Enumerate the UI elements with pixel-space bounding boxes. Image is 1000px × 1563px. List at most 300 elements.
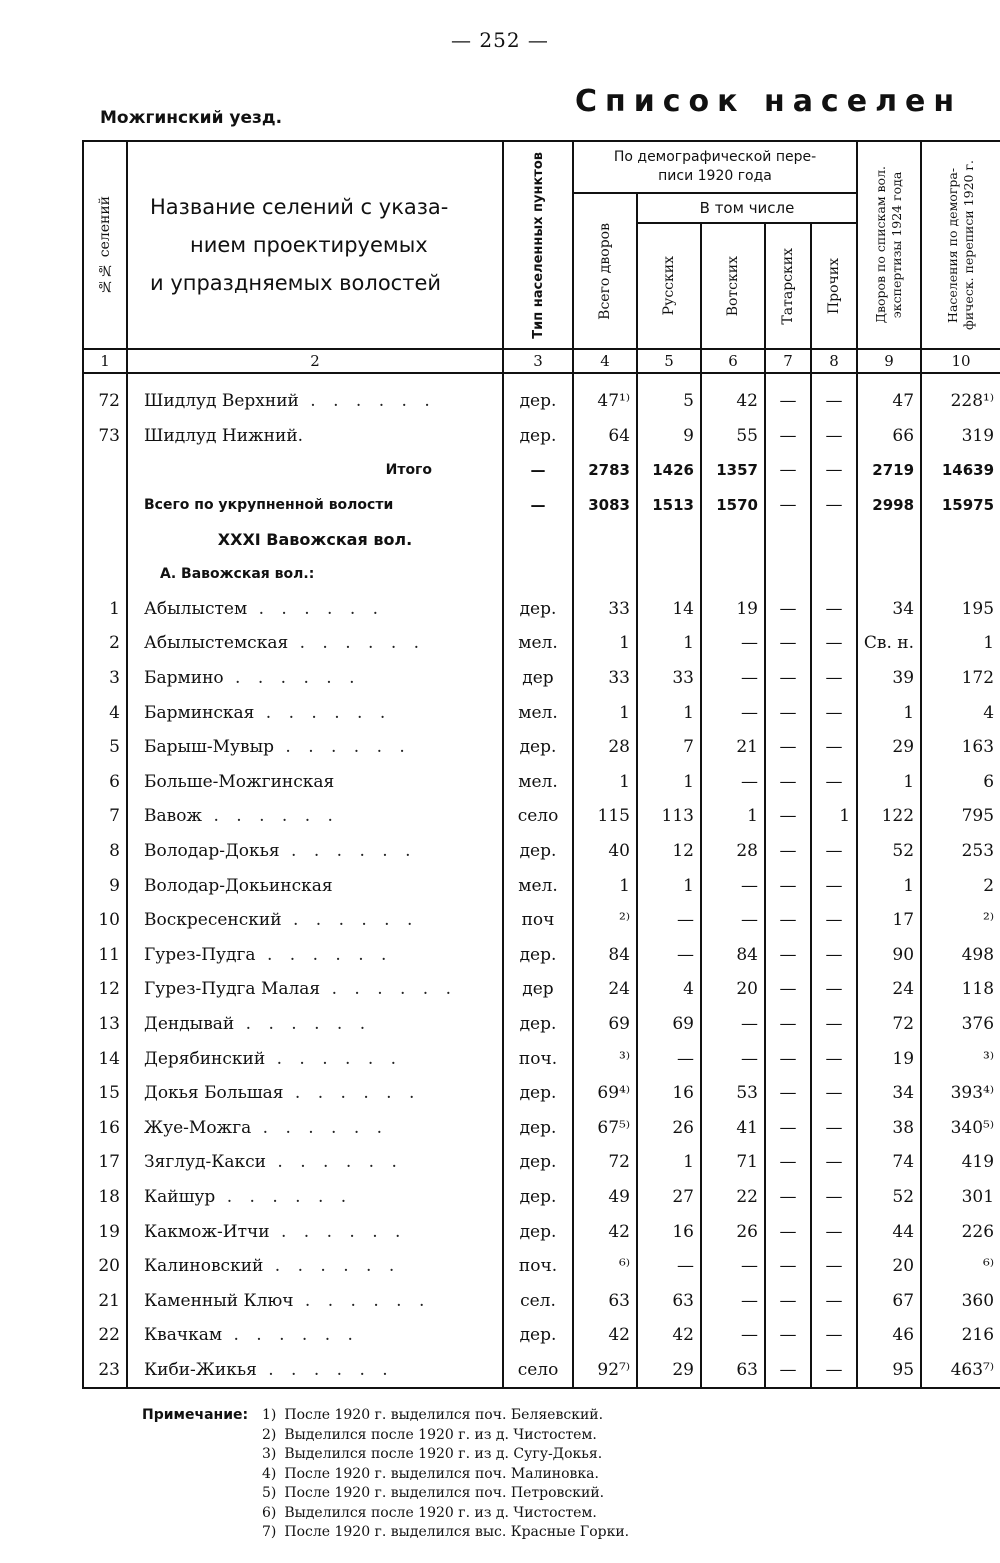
cell-c9: 44 <box>857 1214 921 1249</box>
settlement-name: Каменный Ключ . . . . . . <box>127 1283 503 1318</box>
cell-c5: 4 <box>637 972 701 1007</box>
cell-c5 <box>637 522 701 557</box>
cell-c9: 46 <box>857 1318 921 1353</box>
footnote-mark: 1) <box>262 1407 277 1423</box>
cell-c4: 69⁴⁾ <box>573 1076 637 1111</box>
footnote-label <box>142 1504 262 1524</box>
footnote-mark: 6) <box>262 1504 277 1521</box>
cell-c8: — <box>811 384 857 419</box>
settlement-type: дер. <box>503 1318 573 1353</box>
row-number: 16 <box>83 1110 127 1145</box>
cell-c8: — <box>811 1214 857 1249</box>
settlement-type: дер. <box>503 419 573 454</box>
leader-dots: . . . . . . <box>202 806 339 827</box>
cell-c5: 14 <box>637 592 701 627</box>
settlement-type: сел. <box>503 1283 573 1318</box>
header-col9: Дворов по спискам вол. экспертизы 1924 года <box>857 141 921 349</box>
table-row <box>83 557 1000 592</box>
cell-c5: 1 <box>637 626 701 661</box>
footnote-text: Выделился после 1920 г. из д. Чистостем. <box>284 1426 597 1443</box>
leader-dots: . . . . . . <box>222 1325 359 1346</box>
cell-c10: 216 <box>921 1318 1000 1353</box>
settlement-type: село <box>503 799 573 834</box>
table-row <box>83 1249 1000 1284</box>
settlement-name: Гурез-Пудга Малая . . . . . . <box>127 972 503 1007</box>
row-number: 2 <box>83 626 127 661</box>
cell-c8: — <box>811 730 857 765</box>
leader-dots: . . . . . . <box>293 1290 431 1311</box>
settlement-type: дер. <box>503 1145 573 1180</box>
cell-c8 <box>811 522 857 557</box>
cell-c8: — <box>811 938 857 973</box>
cell-c6: — <box>701 868 765 903</box>
footnote-mark: 3) <box>262 1446 277 1462</box>
cell-c10: 163 <box>921 730 1000 765</box>
settlement-name: Докья Большая . . . . . . <box>127 1076 503 1111</box>
cell-c5: 1426 <box>637 453 701 488</box>
cell-c10: 4 <box>921 695 1000 730</box>
cell-c7: — <box>765 972 811 1007</box>
settlement-name: Зяглуд-Какси . . . . . . <box>127 1145 503 1180</box>
cell-c5: 29 <box>637 1353 701 1389</box>
header-col8: Прочих <box>811 223 857 349</box>
settlement-name: Кайшур . . . . . . <box>127 1180 503 1215</box>
cell-c7: — <box>765 799 811 834</box>
table-row <box>83 972 1000 1007</box>
cell-c5: 1 <box>637 695 701 730</box>
settlement-type: дер. <box>503 938 573 973</box>
cell-c9: 122 <box>857 799 921 834</box>
footnote-text: После 1920 г. выделился поч. Малиновка. <box>284 1465 599 1482</box>
cell-c7: — <box>765 1283 811 1318</box>
settlement-name: Больше-Можгинская <box>127 765 503 800</box>
leader-dots: . . . . . . <box>255 944 393 965</box>
table-row <box>83 419 1000 454</box>
table-row <box>83 1214 1000 1249</box>
cell-c5: 7 <box>637 730 701 765</box>
cell-c10: 226 <box>921 1214 1000 1249</box>
settlement-name: Киби-Жикья . . . . . . <box>127 1353 503 1389</box>
cell-c6: 71 <box>701 1145 765 1180</box>
table-row <box>83 592 1000 627</box>
cell-c8: — <box>811 1249 857 1284</box>
cell-c7: — <box>765 419 811 454</box>
cell-c7: — <box>765 1180 811 1215</box>
cell-c10: 1 <box>921 626 1000 661</box>
row-number: 73 <box>83 419 127 454</box>
table-row <box>83 1041 1000 1076</box>
cell-c9: 47 <box>857 384 921 419</box>
leader-dots: . . . . . . <box>298 391 436 412</box>
cell-c8 <box>811 557 857 592</box>
settlement-type: дер <box>503 972 573 1007</box>
leader-dots: . . . . . . <box>256 1359 394 1380</box>
table-row <box>83 695 1000 730</box>
cell-c4: 33 <box>573 661 637 696</box>
cell-c6: — <box>701 1007 765 1042</box>
cell-c6: 1 <box>701 799 765 834</box>
cell-c10: 6 <box>921 765 1000 800</box>
settlement-name: Шидлуд Верхний . . . . . . <box>127 384 503 419</box>
header-vtom: В том числе <box>637 193 857 223</box>
header-col5: Русских <box>637 223 701 349</box>
cell-c5: 42 <box>637 1318 701 1353</box>
row-number <box>83 453 127 488</box>
cell-c10: 376 <box>921 1007 1000 1042</box>
row-number: 18 <box>83 1180 127 1215</box>
table-row <box>83 868 1000 903</box>
leader-dots: . . . . . . <box>281 910 419 931</box>
cell-c8: — <box>811 903 857 938</box>
row-number: 10 <box>83 903 127 938</box>
cell-c10: 319 <box>921 419 1000 454</box>
census-table <box>82 140 1000 1389</box>
uezd-title: Можгинский уезд. <box>100 108 283 128</box>
settlement-name: Абылыстем . . . . . . <box>127 592 503 627</box>
settlement-type: дер. <box>503 384 573 419</box>
cell-c8: — <box>811 661 857 696</box>
cell-c8: — <box>811 972 857 1007</box>
cell-c9: 1 <box>857 695 921 730</box>
cell-c4: ²⁾ <box>573 903 637 938</box>
cell-c6: 19 <box>701 592 765 627</box>
cell-c7: — <box>765 1007 811 1042</box>
cell-c9: Св. н. <box>857 626 921 661</box>
table-row <box>83 730 1000 765</box>
table-row <box>83 626 1000 661</box>
settlement-name: Какмож-Итчи . . . . . . <box>127 1214 503 1249</box>
settlement-type: мел. <box>503 765 573 800</box>
cell-c5: — <box>637 1041 701 1076</box>
cell-c10: 360 <box>921 1283 1000 1318</box>
cell-c6: — <box>701 661 765 696</box>
cell-c9: 2998 <box>857 488 921 523</box>
row-number: 22 <box>83 1318 127 1353</box>
settlement-name: Калиновский . . . . . . <box>127 1249 503 1284</box>
cell-c5: 16 <box>637 1214 701 1249</box>
settlement-type: дер. <box>503 834 573 869</box>
cell-c4: 1 <box>573 626 637 661</box>
cell-c9: 66 <box>857 419 921 454</box>
footnote-label: Примечание: <box>142 1407 249 1423</box>
cell-c7: — <box>765 488 811 523</box>
cell-c8: — <box>811 1007 857 1042</box>
table-row <box>83 384 1000 419</box>
column-number: 10 <box>921 349 1000 373</box>
settlement-name: Воскресенский . . . . . . <box>127 903 503 938</box>
cell-c7: — <box>765 868 811 903</box>
footnote <box>142 1504 629 1524</box>
settlement-name: Барминская . . . . . . <box>127 695 503 730</box>
cell-c10: 253 <box>921 834 1000 869</box>
settlement-type: мел. <box>503 626 573 661</box>
footnotes <box>142 1406 629 1543</box>
cell-c8: — <box>811 1145 857 1180</box>
cell-c6: 26 <box>701 1214 765 1249</box>
cell-c6: — <box>701 626 765 661</box>
leader-dots: . . . . . . <box>283 1083 421 1104</box>
column-number: 4 <box>573 349 637 373</box>
cell-c8: — <box>811 1110 857 1145</box>
settlement-type: село <box>503 1353 573 1389</box>
cell-c5: — <box>637 903 701 938</box>
row-number: 17 <box>83 1145 127 1180</box>
cell-c6: — <box>701 695 765 730</box>
cell-c10: ²⁾ <box>921 903 1000 938</box>
table-body <box>83 373 1000 1388</box>
row-number: 14 <box>83 1041 127 1076</box>
cell-c8: — <box>811 488 857 523</box>
settlement-type: поч <box>503 903 573 938</box>
footnote <box>142 1426 629 1446</box>
cell-c10: 15975 <box>921 488 1000 523</box>
settlement-type: дер. <box>503 730 573 765</box>
cell-c10: 463⁷⁾ <box>921 1353 1000 1389</box>
cell-c9: 95 <box>857 1353 921 1389</box>
cell-c9: 24 <box>857 972 921 1007</box>
cell-c4: 42 <box>573 1214 637 1249</box>
settlement-type: дер <box>503 661 573 696</box>
cell-c4: 1 <box>573 695 637 730</box>
header-col7: Татарских <box>765 223 811 349</box>
cell-c6: — <box>701 1041 765 1076</box>
leader-dots: . . . . . . <box>234 1013 372 1034</box>
cell-c4 <box>573 522 637 557</box>
cell-c10: 172 <box>921 661 1000 696</box>
settlement-name: Гурез-Пудга . . . . . . <box>127 938 503 973</box>
cell-c9: 72 <box>857 1007 921 1042</box>
cell-c5: 9 <box>637 419 701 454</box>
row-number: 4 <box>83 695 127 730</box>
leader-dots: . . . . . . <box>265 1048 403 1069</box>
header-col10: Населения по демогра- фическ. переписи 1920 г. <box>921 141 1000 349</box>
cell-c10 <box>921 522 1000 557</box>
cell-c7: — <box>765 1145 811 1180</box>
settlement-type: дер. <box>503 1007 573 1042</box>
column-number: 9 <box>857 349 921 373</box>
cell-c4: 84 <box>573 938 637 973</box>
cell-c4: 63 <box>573 1283 637 1318</box>
footnote <box>142 1406 629 1426</box>
cell-c6: 55 <box>701 419 765 454</box>
cell-c4: ³⁾ <box>573 1041 637 1076</box>
cell-c5: 1 <box>637 868 701 903</box>
settlement-name: XXXI Вавожская вол. <box>127 522 503 557</box>
settlement-name: Барыш-Мувыр . . . . . . <box>127 730 503 765</box>
cell-c4: ⁶⁾ <box>573 1249 637 1284</box>
cell-c5: 5 <box>637 384 701 419</box>
settlement-type <box>503 557 573 592</box>
leader-dots: . . . . . . <box>223 668 361 689</box>
cell-c4: 47¹⁾ <box>573 384 637 419</box>
settlement-name: Квачкам . . . . . . <box>127 1318 503 1353</box>
cell-c4: 3083 <box>573 488 637 523</box>
cell-c9: 67 <box>857 1283 921 1318</box>
cell-c6: 41 <box>701 1110 765 1145</box>
cell-c8: — <box>811 834 857 869</box>
cell-c7: — <box>765 626 811 661</box>
settlement-name: Дерябинский . . . . . . <box>127 1041 503 1076</box>
settlement-type: дер. <box>503 1110 573 1145</box>
settlement-name: Шидлуд Нижний. <box>127 419 503 454</box>
cell-c9: 74 <box>857 1145 921 1180</box>
settlement-name: А. Вавожская вол.: <box>127 557 503 592</box>
table-row <box>83 1076 1000 1111</box>
row-number: 72 <box>83 384 127 419</box>
cell-c9 <box>857 522 921 557</box>
cell-c9: 29 <box>857 730 921 765</box>
cell-c7: — <box>765 1076 811 1111</box>
cell-c10: 2 <box>921 868 1000 903</box>
settlement-type: дер. <box>503 1076 573 1111</box>
leader-dots: . . . . . . <box>215 1186 353 1207</box>
row-number <box>83 557 127 592</box>
cell-c4: 33 <box>573 592 637 627</box>
footnote-text: После 1920 г. выделился поч. Петровский. <box>284 1485 605 1501</box>
row-number: 15 <box>83 1076 127 1111</box>
row-number: 5 <box>83 730 127 765</box>
cell-c8: — <box>811 695 857 730</box>
column-number: 5 <box>637 349 701 373</box>
cell-c10: 795 <box>921 799 1000 834</box>
cell-c6: — <box>701 1249 765 1284</box>
cell-c4: 1 <box>573 868 637 903</box>
footnote <box>142 1445 629 1465</box>
cell-c9: 34 <box>857 1076 921 1111</box>
cell-c5 <box>637 557 701 592</box>
cell-c5: 12 <box>637 834 701 869</box>
settlement-name: Абылыстемская . . . . . . <box>127 626 503 661</box>
cell-c9: 90 <box>857 938 921 973</box>
settlement-type: мел. <box>503 695 573 730</box>
column-number: 6 <box>701 349 765 373</box>
cell-c7: — <box>765 903 811 938</box>
cell-c4: 64 <box>573 419 637 454</box>
footnote-mark: 2) <box>262 1426 277 1443</box>
cell-c10: 498 <box>921 938 1000 973</box>
cell-c8: — <box>811 626 857 661</box>
row-number: 6 <box>83 765 127 800</box>
cell-c5: 113 <box>637 799 701 834</box>
footnote-text: Выделился после 1920 г. из д. Сугу-Докья. <box>284 1446 603 1462</box>
cell-c4: 24 <box>573 972 637 1007</box>
table-row <box>83 1145 1000 1180</box>
cell-c8: — <box>811 1180 857 1215</box>
cell-c10: 340⁵⁾ <box>921 1110 1000 1145</box>
settlement-type: дер. <box>503 1214 573 1249</box>
cell-c6: 21 <box>701 730 765 765</box>
footnote-text: После 1920 г. выделился выс. Красные Горки. <box>284 1524 630 1540</box>
leader-dots: . . . . . . <box>320 979 458 1000</box>
cell-c8: 1 <box>811 799 857 834</box>
cell-c4: 72 <box>573 1145 637 1180</box>
footnote-text: Выделился после 1920 г. из д. Чистостем. <box>284 1504 597 1521</box>
footnote-label <box>142 1445 262 1465</box>
cell-c9: 34 <box>857 592 921 627</box>
table-row <box>83 1110 1000 1145</box>
row-number: 20 <box>83 1249 127 1284</box>
footnote-mark: 5) <box>262 1485 277 1501</box>
row-number: 1 <box>83 592 127 627</box>
settlement-name: Итого <box>127 453 503 488</box>
leader-dots: . . . . . . <box>279 841 417 862</box>
cell-c10: 393⁴⁾ <box>921 1076 1000 1111</box>
cell-c6 <box>701 522 765 557</box>
column-numbers-row <box>83 349 1000 373</box>
cell-c9: 1 <box>857 868 921 903</box>
table-row <box>83 661 1000 696</box>
column-number: 8 <box>811 349 857 373</box>
settlement-type: поч. <box>503 1249 573 1284</box>
cell-c5: 1 <box>637 1145 701 1180</box>
cell-c10: 301 <box>921 1180 1000 1215</box>
cell-c5: — <box>637 1249 701 1284</box>
table-row <box>83 1283 1000 1318</box>
cell-c7: — <box>765 1318 811 1353</box>
table-row <box>83 799 1000 834</box>
cell-c4: 92⁷⁾ <box>573 1353 637 1389</box>
cell-c7: — <box>765 834 811 869</box>
cell-c8: — <box>811 1353 857 1389</box>
cell-c7: — <box>765 1353 811 1389</box>
cell-c6: 28 <box>701 834 765 869</box>
settlement-name: Володар-Докья . . . . . . <box>127 834 503 869</box>
header-col1: №№ селений <box>83 141 127 349</box>
footnote <box>142 1484 629 1504</box>
leader-dots: . . . . . . <box>288 633 426 654</box>
cell-c5: 1 <box>637 765 701 800</box>
row-number: 3 <box>83 661 127 696</box>
table-row <box>83 522 1000 557</box>
settlement-name: Бармино . . . . . . <box>127 661 503 696</box>
cell-c6: — <box>701 1318 765 1353</box>
cell-c10: 118 <box>921 972 1000 1007</box>
row-number: 21 <box>83 1283 127 1318</box>
table-row <box>83 1353 1000 1389</box>
cell-c5: 69 <box>637 1007 701 1042</box>
row-number: 23 <box>83 1353 127 1389</box>
leader-dots: . . . . . . <box>254 702 392 723</box>
cell-c9: 1 <box>857 765 921 800</box>
footnote-mark: 4) <box>262 1465 277 1482</box>
row-number <box>83 522 127 557</box>
column-number: 1 <box>83 349 127 373</box>
cell-c6: 1570 <box>701 488 765 523</box>
row-number: 19 <box>83 1214 127 1249</box>
cell-c9: 38 <box>857 1110 921 1145</box>
settlement-type: дер. <box>503 592 573 627</box>
footnote <box>142 1465 629 1485</box>
settlement-type: — <box>503 453 573 488</box>
footnote-label <box>142 1484 262 1504</box>
table-row <box>83 1318 1000 1353</box>
cell-c6: 20 <box>701 972 765 1007</box>
cell-c7: — <box>765 384 811 419</box>
cell-c7: — <box>765 730 811 765</box>
page-number: — 252 — <box>451 28 549 52</box>
settlement-type: мел. <box>503 868 573 903</box>
footnote <box>142 1523 629 1543</box>
row-number: 11 <box>83 938 127 973</box>
leader-dots: . . . . . . <box>269 1221 407 1242</box>
row-number: 12 <box>83 972 127 1007</box>
cell-c10 <box>921 557 1000 592</box>
row-number: 13 <box>83 1007 127 1042</box>
cell-c10: ⁶⁾ <box>921 1249 1000 1284</box>
cell-c6: — <box>701 903 765 938</box>
header-col4: Всего дворов <box>573 193 637 349</box>
settlement-name: Вавож . . . . . . <box>127 799 503 834</box>
